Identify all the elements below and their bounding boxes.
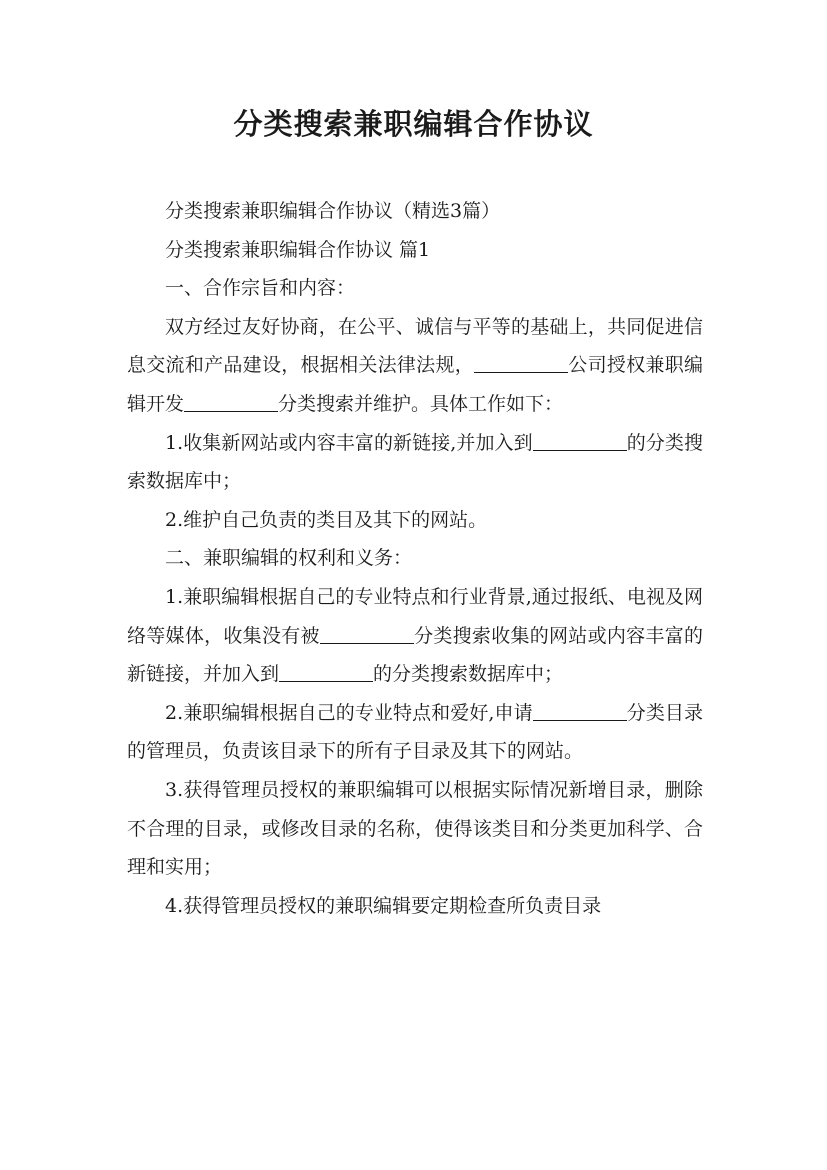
- list-item-collect-links: [127, 424, 703, 501]
- fill-blank: [184, 392, 278, 412]
- paragraph-purpose-text-b: 公司授权兼职编辑开发: [127, 354, 703, 415]
- paragraph-purpose-text-c: 分类搜索并维护。具体工作如下：: [278, 392, 564, 415]
- fill-blank: [320, 624, 414, 644]
- section-2-heading: 二、兼职编辑的权利和义务：: [165, 547, 413, 570]
- paragraph-purpose-text-a: 双方经过友好协商，在公平、诚信与平等的基础上，共同促进信息交流和产品建设，根据相关法律法规，: [127, 315, 703, 377]
- list-item-maintain: 2.维护自己负责的类目及其下的网站。: [165, 508, 488, 531]
- list-item-text-b: 分类目录的管理员，负责该目录下的所有子目录及其下的网站。: [127, 701, 703, 763]
- list-item-text-a: 2.兼职编辑根据自己的专业特点和爱好,申请: [165, 701, 533, 724]
- subtitle-line: 分类搜索兼职编辑合作协议（精选3篇）: [165, 200, 501, 222]
- list-item-text-b: 的分类搜索数据库中；: [127, 431, 703, 493]
- part-heading: 分类搜索兼职编辑合作协议 篇1: [165, 238, 431, 261]
- list-item-text-a: 1.收集新网站或内容丰富的新链接,并加入到: [165, 431, 533, 454]
- list-item-editor-manage: 3.获得管理员授权的兼职编辑可以根据实际情况新增目录，删除不合理的目录，或修改目录的名称，使得该类目和分类更加科学、合理和实用；: [127, 778, 703, 879]
- list-item-text-a: 1.兼职编辑根据自己的专业特点和行业背景,通过报纸、电视及网络等媒体，收集没有被: [127, 585, 703, 647]
- fill-blank: [533, 431, 627, 451]
- list-item-text-c: 的分类搜索数据库中；: [373, 663, 564, 686]
- list-item-editor-collect: [127, 578, 703, 694]
- fill-blank: [279, 662, 373, 682]
- fill-blank: [474, 353, 568, 373]
- document-body: [127, 192, 703, 925]
- list-item-text-b: 分类搜索收集的网站或内容丰富的新链接，并加入到: [127, 624, 703, 686]
- document-title: 分类搜索兼职编辑合作协议: [233, 107, 594, 141]
- fill-blank: [533, 701, 627, 721]
- list-item-editor-check: 4.获得管理员授权的兼职编辑要定期检查所负责目录: [165, 894, 602, 917]
- paragraph-purpose: [127, 308, 703, 424]
- section-1-heading: 一、合作宗旨和内容：: [165, 277, 356, 300]
- list-item-editor-apply: [127, 694, 703, 771]
